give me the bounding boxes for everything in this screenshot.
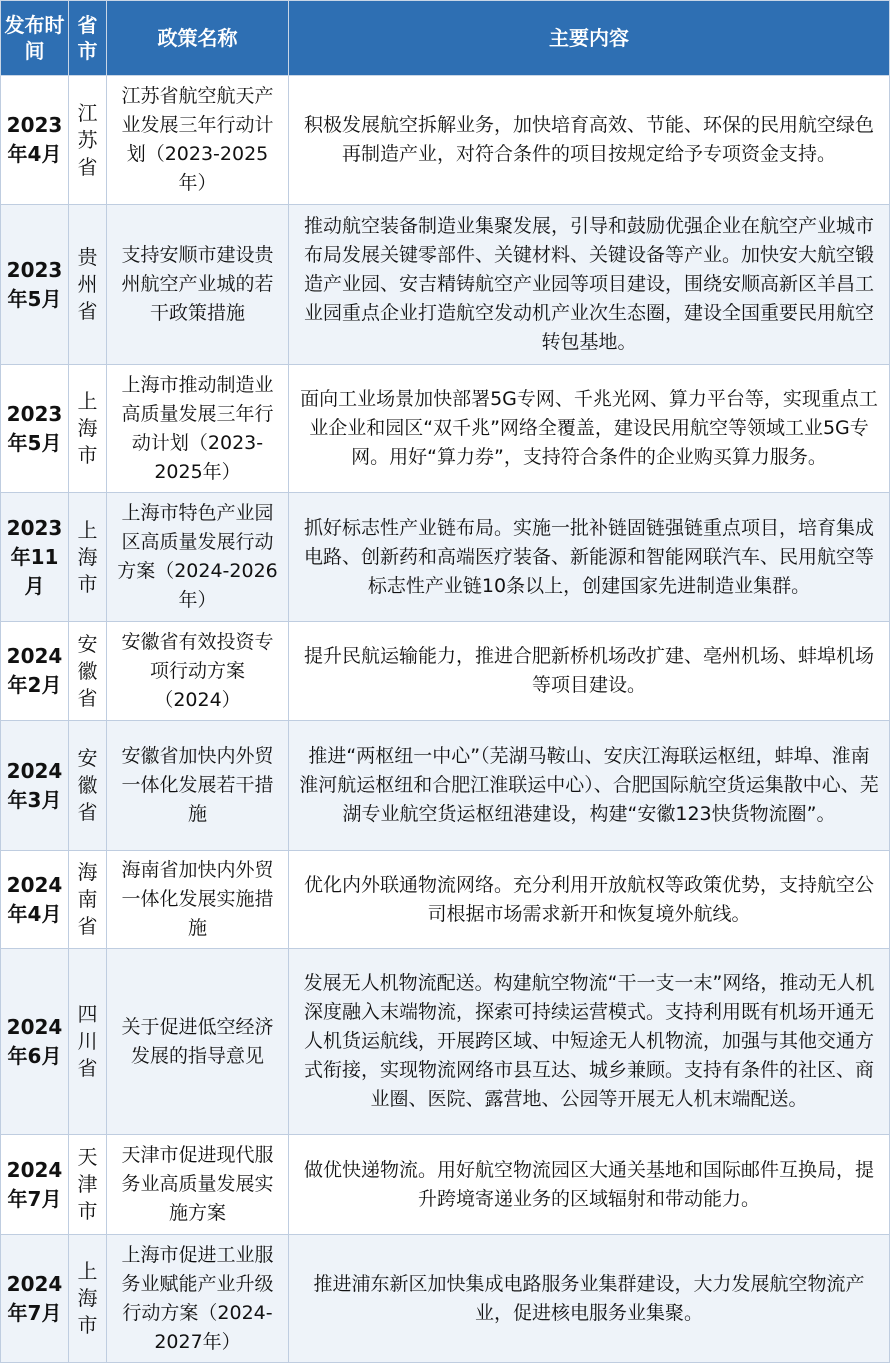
year: 2023 [6, 113, 63, 137]
policy-name-cell: 上海市促进工业服务业赋能产业升级行动方案（2024-2027年） [107, 1235, 289, 1363]
header-content: 主要内容 [289, 1, 890, 76]
policy-name-cell: 安徽省有效投资专项行动方案（2024） [107, 622, 289, 721]
policy-content-cell: 推动航空装备制造业集聚发展，引导和鼓励优强企业在航空产业城市布局发展关键零部件、关键材料、关键设备等产业。加快安大航空锻造产业园、安吉精铸航空产业园等项目建设，围绕安顺高新区羊昌工业园重点企业打造航空发动机产业次生态圈，建设全国重要民用航空转包基地。 [289, 205, 890, 365]
year: 2023 [6, 401, 63, 426]
table-row [1, 365, 890, 493]
province-cell: 安徽省 [69, 622, 107, 721]
month: 年2月 [7, 673, 62, 697]
month: 年7月 [7, 1300, 62, 1325]
province-cell: 上海市 [69, 365, 107, 493]
province-cell: 上海市 [69, 1235, 107, 1363]
policy-name-cell: 安徽省加快内外贸一体化发展若干措施 [107, 721, 289, 851]
policy-content-cell: 积极发展航空拆解业务，加快培育高效、节能、环保的民用航空绿色再制造产业，对符合条件的项目按规定给予专项资金支持。 [289, 76, 890, 205]
year: 2024 [6, 758, 63, 783]
policy-content-cell: 推进浦东新区加快集成电路服务业集群建设，大力发展航空物流产业，促进核电服务业集聚。 [289, 1235, 890, 1363]
month: 年11月 [10, 544, 59, 598]
policy-content-cell: 抓好标志性产业链布局。实施一批补链固链强链重点项目，培育集成电路、创新药和高端医疗装备、新能源和智能网联汽车、民用航空等标志性产业链10条以上，创建国家先进制造业集群。 [289, 493, 890, 622]
province-cell: 海南省 [69, 851, 107, 949]
policy-name-cell: 关于促进低空经济发展的指导意见 [107, 949, 289, 1135]
policy-name-cell: 上海市特色产业园区高质量发展行动方案（2024-2026年） [107, 493, 289, 622]
table-body [1, 76, 890, 1363]
time-cell [1, 365, 69, 493]
table-row [1, 76, 890, 205]
header-province: 省市 [69, 1, 107, 76]
policy-name-cell: 江苏省航空航天产业发展三年行动计划（2023-2025年） [107, 76, 289, 205]
month: 年4月 [7, 142, 62, 166]
table-row [1, 1135, 890, 1235]
province-cell: 贵州省 [69, 205, 107, 365]
table-row [1, 622, 890, 721]
policy-content-cell: 面向工业场景加快部署5G专网、千兆光网、算力平台等，实现重点工业企业和园区“双千兆”网络全覆盖，建设民用航空等领域工业5G专网。用好“算力券”，支持符合条件的企业购买算力服务。 [289, 365, 890, 493]
policy-name-cell: 海南省加快内外贸一体化发展实施措施 [107, 851, 289, 949]
month: 年3月 [7, 787, 62, 812]
table-row [1, 851, 890, 949]
province-cell: 四川省 [69, 949, 107, 1135]
time-cell [1, 205, 69, 365]
month: 年5月 [7, 286, 62, 311]
year: 2024 [6, 1157, 63, 1182]
policy-content-cell: 发展无人机物流配送。构建航空物流“干一支一末”网络，推动无人机深度融入末端物流，探索可持续运营模式。支持利用既有机场开通无人机货运航线，开展跨区域、中短途无人机物流，加强与其他交通方式衔接，实现物流网络市县互达、城乡兼顾。支持有条件的社区、商业圈、医院、露营地、公园等开展无人机末端配送。 [289, 949, 890, 1135]
policy-name-cell: 上海市推动制造业高质量发展三年行动计划（2023-2025年） [107, 365, 289, 493]
province-cell: 天津市 [69, 1135, 107, 1235]
time-cell [1, 949, 69, 1135]
table-row [1, 721, 890, 851]
table-row [1, 1235, 890, 1363]
time-cell [1, 622, 69, 721]
policy-content-cell: 优化内外联通物流网络。充分利用开放航权等政策优势，支持航空公司根据市场需求新开和恢复境外航线。 [289, 851, 890, 949]
province-cell: 上海市 [69, 493, 107, 622]
year: 2023 [6, 515, 63, 540]
month: 年6月 [7, 1043, 62, 1068]
time-cell [1, 493, 69, 622]
policy-name-cell: 天津市促进现代服务业高质量发展实施方案 [107, 1135, 289, 1235]
header-time: 发布时间 [1, 1, 69, 76]
table-row [1, 205, 890, 365]
year: 2024 [6, 1271, 63, 1296]
time-cell [1, 851, 69, 949]
province-cell: 江苏省 [69, 76, 107, 205]
province-cell: 安徽省 [69, 721, 107, 851]
month: 年4月 [7, 901, 62, 926]
time-cell [1, 76, 69, 205]
time-cell [1, 721, 69, 851]
time-cell [1, 1235, 69, 1363]
header-row [1, 1, 890, 76]
time-cell [1, 1135, 69, 1235]
year: 2024 [6, 644, 63, 668]
policy-name-cell: 支持安顺市建设贵州航空产业城的若干政策措施 [107, 205, 289, 365]
table-header [1, 1, 890, 76]
year: 2024 [6, 1014, 63, 1039]
year: 2024 [6, 872, 63, 897]
policy-content-cell: 推进“两枢纽一中心”（芜湖马鞍山、安庆江海联运枢纽，蚌埠、淮南淮河航运枢纽和合肥江淮联运中心）、合肥国际航空货运集散中心、芜湖专业航空货运枢纽港建设，构建“安徽123快货物流圈”。 [289, 721, 890, 851]
policy-content-cell: 做优快递物流。用好航空物流园区大通关基地和国际邮件互换局，提升跨境寄递业务的区域辐射和带动能力。 [289, 1135, 890, 1235]
month: 年7月 [7, 1186, 62, 1211]
policy-content-cell: 提升民航运输能力，推进合肥新桥机场改扩建、亳州机场、蚌埠机场等项目建设。 [289, 622, 890, 721]
header-name: 政策名称 [107, 1, 289, 76]
month: 年5月 [7, 430, 62, 455]
year: 2023 [6, 257, 63, 282]
table-row [1, 949, 890, 1135]
table-row [1, 493, 890, 622]
